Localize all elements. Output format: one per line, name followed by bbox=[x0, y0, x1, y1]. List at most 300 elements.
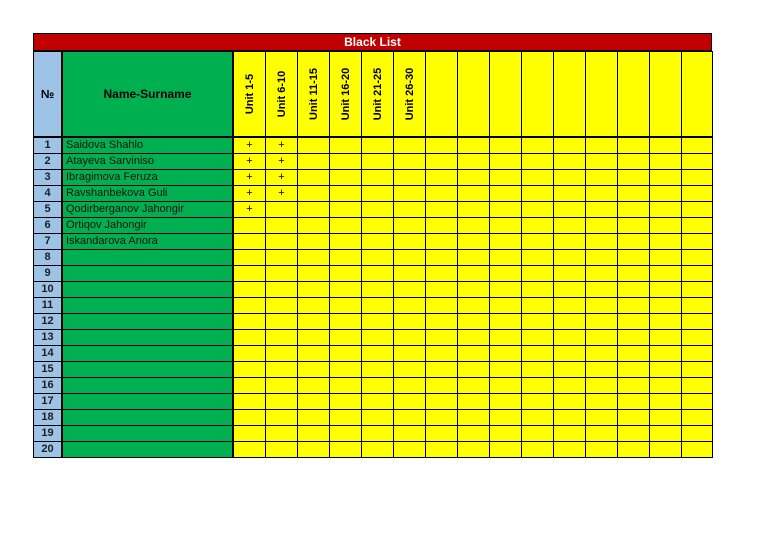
mark-cell[interactable]: + bbox=[233, 185, 266, 202]
mark-cell[interactable] bbox=[553, 361, 586, 378]
mark-cell[interactable] bbox=[681, 345, 713, 362]
mark-cell[interactable] bbox=[425, 137, 458, 154]
mark-cell[interactable] bbox=[681, 265, 713, 282]
mark-cell[interactable] bbox=[425, 169, 458, 186]
mark-cell[interactable]: + bbox=[233, 201, 266, 218]
mark-cell[interactable] bbox=[393, 185, 426, 202]
unit-header[interactable] bbox=[681, 51, 713, 137]
mark-cell[interactable] bbox=[617, 217, 650, 234]
mark-cell[interactable] bbox=[233, 425, 266, 442]
unit-header[interactable] bbox=[585, 51, 618, 137]
number-header[interactable]: № bbox=[33, 51, 62, 137]
mark-cell[interactable] bbox=[393, 297, 426, 314]
mark-cell[interactable] bbox=[233, 217, 266, 234]
mark-cell[interactable] bbox=[457, 233, 490, 250]
mark-cell[interactable] bbox=[681, 297, 713, 314]
mark-cell[interactable] bbox=[521, 409, 554, 426]
mark-cell[interactable] bbox=[585, 153, 618, 170]
row-number[interactable]: 2 bbox=[33, 153, 62, 170]
mark-cell[interactable] bbox=[489, 153, 522, 170]
mark-cell[interactable] bbox=[393, 425, 426, 442]
mark-cell[interactable] bbox=[329, 153, 362, 170]
mark-cell[interactable] bbox=[649, 313, 682, 330]
mark-cell[interactable] bbox=[681, 249, 713, 266]
mark-cell[interactable] bbox=[393, 377, 426, 394]
mark-cell[interactable] bbox=[393, 313, 426, 330]
mark-cell[interactable] bbox=[521, 281, 554, 298]
mark-cell[interactable] bbox=[265, 393, 298, 410]
mark-cell[interactable] bbox=[361, 281, 394, 298]
mark-cell[interactable] bbox=[297, 393, 330, 410]
mark-cell[interactable] bbox=[585, 409, 618, 426]
mark-cell[interactable] bbox=[425, 233, 458, 250]
mark-cell[interactable] bbox=[329, 377, 362, 394]
mark-cell[interactable] bbox=[425, 329, 458, 346]
row-number[interactable]: 6 bbox=[33, 217, 62, 234]
mark-cell[interactable] bbox=[681, 185, 713, 202]
mark-cell[interactable] bbox=[489, 393, 522, 410]
unit-header[interactable] bbox=[329, 51, 362, 137]
mark-cell[interactable] bbox=[681, 313, 713, 330]
mark-cell[interactable] bbox=[457, 425, 490, 442]
mark-cell[interactable] bbox=[681, 409, 713, 426]
mark-cell[interactable] bbox=[265, 377, 298, 394]
mark-cell[interactable] bbox=[649, 345, 682, 362]
mark-cell[interactable] bbox=[489, 409, 522, 426]
student-name-cell[interactable] bbox=[62, 313, 233, 330]
mark-cell[interactable] bbox=[521, 169, 554, 186]
mark-cell[interactable]: + bbox=[233, 153, 266, 170]
mark-cell[interactable] bbox=[585, 249, 618, 266]
mark-cell[interactable] bbox=[425, 265, 458, 282]
mark-cell[interactable] bbox=[265, 441, 298, 458]
mark-cell[interactable] bbox=[329, 185, 362, 202]
mark-cell[interactable] bbox=[297, 297, 330, 314]
mark-cell[interactable] bbox=[489, 233, 522, 250]
mark-cell[interactable] bbox=[617, 297, 650, 314]
mark-cell[interactable] bbox=[361, 233, 394, 250]
mark-cell[interactable] bbox=[393, 345, 426, 362]
mark-cell[interactable] bbox=[553, 201, 586, 218]
row-number[interactable]: 4 bbox=[33, 185, 62, 202]
mark-cell[interactable] bbox=[329, 425, 362, 442]
mark-cell[interactable] bbox=[265, 249, 298, 266]
mark-cell[interactable] bbox=[681, 425, 713, 442]
mark-cell[interactable] bbox=[329, 297, 362, 314]
mark-cell[interactable] bbox=[585, 265, 618, 282]
row-number[interactable]: 15 bbox=[33, 361, 62, 378]
mark-cell[interactable] bbox=[681, 233, 713, 250]
mark-cell[interactable] bbox=[393, 409, 426, 426]
mark-cell[interactable] bbox=[297, 249, 330, 266]
mark-cell[interactable] bbox=[329, 169, 362, 186]
mark-cell[interactable] bbox=[361, 297, 394, 314]
mark-cell[interactable] bbox=[425, 377, 458, 394]
student-name-cell[interactable] bbox=[62, 297, 233, 314]
mark-cell[interactable] bbox=[489, 377, 522, 394]
mark-cell[interactable] bbox=[457, 217, 490, 234]
row-number[interactable]: 17 bbox=[33, 393, 62, 410]
mark-cell[interactable] bbox=[553, 281, 586, 298]
mark-cell[interactable] bbox=[393, 361, 426, 378]
mark-cell[interactable] bbox=[265, 425, 298, 442]
mark-cell[interactable] bbox=[585, 425, 618, 442]
student-name-cell[interactable]: Atayeva Sarviniso bbox=[62, 153, 233, 170]
mark-cell[interactable] bbox=[393, 233, 426, 250]
mark-cell[interactable] bbox=[265, 281, 298, 298]
mark-cell[interactable] bbox=[393, 441, 426, 458]
student-name-cell[interactable] bbox=[62, 281, 233, 298]
mark-cell[interactable] bbox=[297, 425, 330, 442]
mark-cell[interactable] bbox=[425, 153, 458, 170]
mark-cell[interactable] bbox=[233, 345, 266, 362]
mark-cell[interactable] bbox=[585, 281, 618, 298]
student-name-cell[interactable]: Qodirberganov Jahongir bbox=[62, 201, 233, 218]
mark-cell[interactable] bbox=[681, 361, 713, 378]
mark-cell[interactable] bbox=[297, 361, 330, 378]
mark-cell[interactable] bbox=[457, 185, 490, 202]
mark-cell[interactable] bbox=[585, 217, 618, 234]
mark-cell[interactable] bbox=[649, 233, 682, 250]
mark-cell[interactable] bbox=[361, 185, 394, 202]
mark-cell[interactable] bbox=[585, 377, 618, 394]
mark-cell[interactable]: + bbox=[265, 153, 298, 170]
mark-cell[interactable] bbox=[297, 233, 330, 250]
mark-cell[interactable] bbox=[361, 313, 394, 330]
mark-cell[interactable] bbox=[553, 441, 586, 458]
mark-cell[interactable] bbox=[585, 393, 618, 410]
mark-cell[interactable] bbox=[617, 201, 650, 218]
mark-cell[interactable] bbox=[489, 441, 522, 458]
mark-cell[interactable] bbox=[457, 169, 490, 186]
unit-header[interactable] bbox=[521, 51, 554, 137]
mark-cell[interactable]: + bbox=[265, 169, 298, 186]
mark-cell[interactable] bbox=[489, 345, 522, 362]
mark-cell[interactable]: + bbox=[233, 169, 266, 186]
mark-cell[interactable] bbox=[361, 249, 394, 266]
mark-cell[interactable] bbox=[329, 329, 362, 346]
row-number[interactable]: 16 bbox=[33, 377, 62, 394]
mark-cell[interactable] bbox=[393, 217, 426, 234]
mark-cell[interactable] bbox=[425, 393, 458, 410]
mark-cell[interactable] bbox=[585, 345, 618, 362]
row-number[interactable]: 13 bbox=[33, 329, 62, 346]
mark-cell[interactable] bbox=[585, 313, 618, 330]
mark-cell[interactable] bbox=[361, 425, 394, 442]
mark-cell[interactable] bbox=[553, 185, 586, 202]
mark-cell[interactable] bbox=[681, 377, 713, 394]
mark-cell[interactable] bbox=[457, 393, 490, 410]
mark-cell[interactable] bbox=[521, 217, 554, 234]
row-number[interactable]: 7 bbox=[33, 233, 62, 250]
mark-cell[interactable] bbox=[553, 249, 586, 266]
mark-cell[interactable] bbox=[489, 137, 522, 154]
mark-cell[interactable] bbox=[425, 217, 458, 234]
row-number[interactable]: 5 bbox=[33, 201, 62, 218]
mark-cell[interactable] bbox=[233, 233, 266, 250]
mark-cell[interactable] bbox=[297, 185, 330, 202]
mark-cell[interactable] bbox=[233, 281, 266, 298]
mark-cell[interactable] bbox=[617, 249, 650, 266]
mark-cell[interactable] bbox=[649, 265, 682, 282]
mark-cell[interactable] bbox=[681, 441, 713, 458]
mark-cell[interactable] bbox=[649, 249, 682, 266]
mark-cell[interactable] bbox=[553, 137, 586, 154]
mark-cell[interactable] bbox=[617, 361, 650, 378]
mark-cell[interactable] bbox=[649, 377, 682, 394]
mark-cell[interactable] bbox=[265, 297, 298, 314]
mark-cell[interactable] bbox=[297, 441, 330, 458]
mark-cell[interactable] bbox=[329, 393, 362, 410]
mark-cell[interactable] bbox=[521, 377, 554, 394]
mark-cell[interactable] bbox=[681, 169, 713, 186]
row-number[interactable]: 3 bbox=[33, 169, 62, 186]
mark-cell[interactable] bbox=[425, 313, 458, 330]
mark-cell[interactable] bbox=[329, 249, 362, 266]
mark-cell[interactable] bbox=[585, 185, 618, 202]
mark-cell[interactable] bbox=[233, 377, 266, 394]
mark-cell[interactable] bbox=[649, 329, 682, 346]
row-number[interactable]: 11 bbox=[33, 297, 62, 314]
mark-cell[interactable] bbox=[457, 441, 490, 458]
mark-cell[interactable] bbox=[297, 137, 330, 154]
mark-cell[interactable] bbox=[361, 345, 394, 362]
mark-cell[interactable] bbox=[521, 153, 554, 170]
mark-cell[interactable] bbox=[425, 361, 458, 378]
mark-cell[interactable] bbox=[489, 265, 522, 282]
mark-cell[interactable] bbox=[265, 233, 298, 250]
mark-cell[interactable] bbox=[649, 217, 682, 234]
mark-cell[interactable] bbox=[297, 153, 330, 170]
mark-cell[interactable] bbox=[233, 409, 266, 426]
row-number[interactable]: 18 bbox=[33, 409, 62, 426]
mark-cell[interactable] bbox=[553, 265, 586, 282]
mark-cell[interactable] bbox=[233, 313, 266, 330]
mark-cell[interactable] bbox=[553, 313, 586, 330]
row-number[interactable]: 8 bbox=[33, 249, 62, 266]
mark-cell[interactable] bbox=[617, 329, 650, 346]
mark-cell[interactable] bbox=[265, 361, 298, 378]
mark-cell[interactable] bbox=[457, 201, 490, 218]
unit-header[interactable] bbox=[233, 51, 266, 137]
mark-cell[interactable] bbox=[329, 217, 362, 234]
mark-cell[interactable] bbox=[617, 313, 650, 330]
mark-cell[interactable] bbox=[489, 249, 522, 266]
mark-cell[interactable] bbox=[233, 393, 266, 410]
mark-cell[interactable] bbox=[617, 169, 650, 186]
mark-cell[interactable] bbox=[393, 201, 426, 218]
mark-cell[interactable] bbox=[457, 153, 490, 170]
mark-cell[interactable] bbox=[553, 345, 586, 362]
mark-cell[interactable] bbox=[521, 137, 554, 154]
mark-cell[interactable] bbox=[361, 441, 394, 458]
mark-cell[interactable] bbox=[457, 377, 490, 394]
mark-cell[interactable] bbox=[361, 137, 394, 154]
mark-cell[interactable] bbox=[425, 345, 458, 362]
mark-cell[interactable] bbox=[329, 441, 362, 458]
mark-cell[interactable] bbox=[329, 265, 362, 282]
mark-cell[interactable] bbox=[521, 345, 554, 362]
student-name-cell[interactable] bbox=[62, 249, 233, 266]
mark-cell[interactable] bbox=[649, 169, 682, 186]
row-number[interactable]: 12 bbox=[33, 313, 62, 330]
mark-cell[interactable] bbox=[617, 425, 650, 442]
mark-cell[interactable] bbox=[329, 361, 362, 378]
unit-header[interactable] bbox=[457, 51, 490, 137]
mark-cell[interactable] bbox=[265, 201, 298, 218]
mark-cell[interactable] bbox=[297, 201, 330, 218]
mark-cell[interactable] bbox=[521, 201, 554, 218]
mark-cell[interactable] bbox=[361, 217, 394, 234]
mark-cell[interactable] bbox=[297, 169, 330, 186]
mark-cell[interactable] bbox=[585, 201, 618, 218]
student-name-cell[interactable] bbox=[62, 393, 233, 410]
mark-cell[interactable] bbox=[553, 169, 586, 186]
student-name-cell[interactable] bbox=[62, 345, 233, 362]
mark-cell[interactable] bbox=[521, 185, 554, 202]
mark-cell[interactable] bbox=[617, 441, 650, 458]
mark-cell[interactable] bbox=[425, 201, 458, 218]
mark-cell[interactable] bbox=[393, 137, 426, 154]
mark-cell[interactable] bbox=[617, 409, 650, 426]
mark-cell[interactable] bbox=[233, 441, 266, 458]
mark-cell[interactable] bbox=[521, 297, 554, 314]
mark-cell[interactable] bbox=[329, 137, 362, 154]
mark-cell[interactable] bbox=[553, 393, 586, 410]
unit-header[interactable] bbox=[649, 51, 682, 137]
mark-cell[interactable] bbox=[361, 201, 394, 218]
mark-cell[interactable] bbox=[649, 297, 682, 314]
mark-cell[interactable] bbox=[489, 185, 522, 202]
mark-cell[interactable] bbox=[585, 361, 618, 378]
mark-cell[interactable] bbox=[457, 345, 490, 362]
mark-cell[interactable] bbox=[329, 345, 362, 362]
mark-cell[interactable] bbox=[425, 409, 458, 426]
mark-cell[interactable] bbox=[681, 281, 713, 298]
mark-cell[interactable] bbox=[297, 217, 330, 234]
sheet-title[interactable]: Black List bbox=[33, 33, 712, 51]
mark-cell[interactable] bbox=[457, 297, 490, 314]
mark-cell[interactable] bbox=[265, 329, 298, 346]
mark-cell[interactable] bbox=[489, 313, 522, 330]
mark-cell[interactable] bbox=[649, 425, 682, 442]
mark-cell[interactable] bbox=[585, 169, 618, 186]
mark-cell[interactable] bbox=[457, 265, 490, 282]
mark-cell[interactable] bbox=[521, 361, 554, 378]
mark-cell[interactable] bbox=[617, 393, 650, 410]
mark-cell[interactable] bbox=[649, 393, 682, 410]
mark-cell[interactable] bbox=[425, 185, 458, 202]
unit-header[interactable] bbox=[393, 51, 426, 137]
mark-cell[interactable] bbox=[393, 153, 426, 170]
mark-cell[interactable]: + bbox=[265, 137, 298, 154]
mark-cell[interactable] bbox=[681, 201, 713, 218]
unit-header[interactable] bbox=[265, 51, 298, 137]
mark-cell[interactable] bbox=[617, 377, 650, 394]
unit-header[interactable] bbox=[553, 51, 586, 137]
mark-cell[interactable] bbox=[233, 329, 266, 346]
row-number[interactable]: 19 bbox=[33, 425, 62, 442]
mark-cell[interactable] bbox=[489, 361, 522, 378]
mark-cell[interactable] bbox=[457, 313, 490, 330]
mark-cell[interactable] bbox=[489, 201, 522, 218]
mark-cell[interactable] bbox=[649, 185, 682, 202]
mark-cell[interactable] bbox=[425, 297, 458, 314]
student-name-cell[interactable] bbox=[62, 361, 233, 378]
mark-cell[interactable] bbox=[361, 361, 394, 378]
student-name-cell[interactable] bbox=[62, 265, 233, 282]
mark-cell[interactable] bbox=[617, 185, 650, 202]
mark-cell[interactable] bbox=[297, 345, 330, 362]
mark-cell[interactable] bbox=[265, 409, 298, 426]
unit-header[interactable] bbox=[361, 51, 394, 137]
mark-cell[interactable] bbox=[649, 441, 682, 458]
row-number[interactable]: 14 bbox=[33, 345, 62, 362]
mark-cell[interactable] bbox=[521, 313, 554, 330]
mark-cell[interactable] bbox=[681, 393, 713, 410]
mark-cell[interactable] bbox=[617, 233, 650, 250]
mark-cell[interactable] bbox=[233, 361, 266, 378]
mark-cell[interactable]: + bbox=[233, 137, 266, 154]
mark-cell[interactable] bbox=[617, 265, 650, 282]
mark-cell[interactable] bbox=[489, 169, 522, 186]
student-name-cell[interactable]: Iskandarova Anora bbox=[62, 233, 233, 250]
mark-cell[interactable] bbox=[361, 265, 394, 282]
mark-cell[interactable] bbox=[425, 425, 458, 442]
name-header[interactable]: Name-Surname bbox=[62, 51, 233, 137]
mark-cell[interactable] bbox=[393, 329, 426, 346]
mark-cell[interactable] bbox=[265, 345, 298, 362]
mark-cell[interactable] bbox=[521, 329, 554, 346]
mark-cell[interactable] bbox=[585, 329, 618, 346]
mark-cell[interactable] bbox=[393, 169, 426, 186]
mark-cell[interactable] bbox=[329, 409, 362, 426]
mark-cell[interactable] bbox=[361, 153, 394, 170]
mark-cell[interactable] bbox=[617, 281, 650, 298]
unit-header[interactable] bbox=[297, 51, 330, 137]
mark-cell[interactable] bbox=[553, 153, 586, 170]
student-name-cell[interactable]: Ravshanbekova Guli bbox=[62, 185, 233, 202]
mark-cell[interactable] bbox=[521, 265, 554, 282]
mark-cell[interactable] bbox=[585, 137, 618, 154]
mark-cell[interactable] bbox=[521, 233, 554, 250]
mark-cell[interactable] bbox=[361, 169, 394, 186]
mark-cell[interactable] bbox=[585, 441, 618, 458]
mark-cell[interactable] bbox=[329, 281, 362, 298]
mark-cell[interactable] bbox=[425, 441, 458, 458]
mark-cell[interactable] bbox=[681, 217, 713, 234]
student-name-cell[interactable] bbox=[62, 409, 233, 426]
mark-cell[interactable] bbox=[617, 137, 650, 154]
mark-cell[interactable] bbox=[521, 441, 554, 458]
mark-cell[interactable] bbox=[457, 281, 490, 298]
mark-cell[interactable] bbox=[649, 137, 682, 154]
mark-cell[interactable] bbox=[617, 153, 650, 170]
student-name-cell[interactable] bbox=[62, 425, 233, 442]
mark-cell[interactable] bbox=[489, 425, 522, 442]
unit-header[interactable] bbox=[425, 51, 458, 137]
mark-cell[interactable] bbox=[297, 377, 330, 394]
mark-cell[interactable] bbox=[489, 329, 522, 346]
mark-cell[interactable] bbox=[425, 281, 458, 298]
mark-cell[interactable] bbox=[649, 153, 682, 170]
mark-cell[interactable] bbox=[393, 281, 426, 298]
mark-cell[interactable] bbox=[649, 281, 682, 298]
mark-cell[interactable] bbox=[393, 249, 426, 266]
mark-cell[interactable] bbox=[457, 329, 490, 346]
mark-cell[interactable] bbox=[457, 137, 490, 154]
mark-cell[interactable] bbox=[361, 377, 394, 394]
